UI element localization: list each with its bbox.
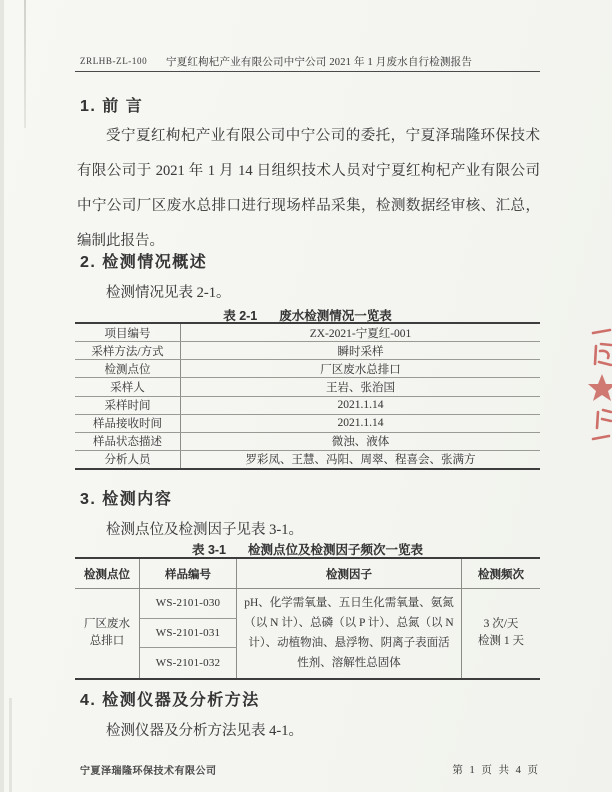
table-row: [75, 415, 540, 433]
row-label: 样品状态描述: [75, 433, 181, 450]
table-row: [75, 451, 540, 468]
table-row: [75, 397, 540, 415]
section-4-intro: 检测仪器及分析方法见表 4-1。: [106, 723, 303, 739]
row-value: 厂区废水总排口: [320, 363, 401, 376]
seal-star-shape: [588, 374, 612, 401]
monitoring-point-line: 总排口: [89, 635, 125, 648]
scan-artifact-line: [24, 0, 26, 128]
table-row: [75, 360, 540, 378]
section-1-heading: 1. 前 言: [80, 98, 144, 115]
monitoring-point-cell: [75, 589, 140, 678]
section-3-intro: 检测点位及检测因子见表 3-1。: [106, 522, 303, 538]
row-label: 采样时间: [75, 397, 181, 414]
footer-company-name: 宁夏泽瑞隆环保技术有限公司: [80, 766, 217, 777]
column-header: 样品编号: [140, 559, 237, 589]
scan-edge-shadow: [0, 0, 4, 792]
table-2-1: [75, 322, 540, 470]
table-row: [75, 433, 540, 451]
sample-id-cell: WS-2101-032: [140, 648, 237, 678]
row-value: 瞬时采样: [337, 345, 384, 358]
row-label: 样品接收时间: [75, 415, 181, 432]
row-value: 2021.1.14: [337, 399, 384, 412]
frequency-cell: [462, 589, 540, 678]
table-2-1-caption-label: 表 2-1: [223, 309, 258, 323]
header-divider: [75, 71, 540, 72]
table-row: [75, 342, 540, 360]
running-header-title: 宁夏红枸杞产业有限公司中宁公司 2021 年 1 月废水自行检测报告: [166, 57, 473, 68]
scan-artifact-line: [9, 698, 12, 792]
frequency-line: 3 次/天: [483, 618, 519, 631]
section-4-heading: 4. 检测仪器及分析方法: [80, 692, 260, 709]
table-3-1: [75, 557, 540, 680]
row-label: 采样方法/方式: [75, 342, 181, 359]
row-label: 检测点位: [75, 360, 181, 377]
row-value: 罗彩凤、王慧、冯阳、周翠、程喜会、张满方: [245, 454, 476, 467]
table-row: [75, 378, 540, 396]
row-value: 微浊、液体: [331, 436, 390, 449]
detection-factors-cell: pH、化学需氧量、五日生化需氧量、氨氮（以 N 计）、总磷（以 P 计）、总氮（以 N 计）、动植物油、悬浮物、阴离子表面活性剂、溶解性总固体: [237, 589, 462, 678]
row-value: 2021.1.14: [337, 417, 384, 430]
table-row: [75, 324, 540, 342]
document-code: ZRLHB-ZL-100: [80, 56, 148, 66]
column-header: 检测因子: [237, 559, 462, 589]
table-3-1-caption-label: 表 3-1: [191, 543, 227, 557]
table-3-1-caption: [75, 540, 540, 558]
table-3-1-caption-title: 检测点位及检测因子频次一览表: [248, 543, 424, 557]
row-label: 分析人员: [75, 451, 181, 468]
section-2-intro: 检测情况见表 2-1。: [106, 285, 231, 301]
sample-id-cell: WS-2101-030: [140, 589, 237, 619]
row-label: 采样人: [75, 378, 181, 395]
sample-id-cell: WS-2101-031: [140, 619, 237, 649]
monitoring-point-line: 厂区废水: [84, 618, 130, 631]
section-1-paragraph: 受宁夏红枸杞产业有限公司中宁公司的委托，宁夏泽瑞隆环保技术有限公司于 2021 年 1 月 14 日组织技术人员对宁夏红枸杞产业有限公司中宁公司厂区废水总排口进行现场样品采集，检测数据经审核、汇总，编制此报告。: [77, 128, 540, 249]
red-seal-fragment-icon: [586, 324, 612, 448]
frequency-line: 检测 1 天: [478, 635, 524, 648]
column-header: 检测点位: [75, 559, 140, 589]
section-2-heading: 2. 检测情况概述: [80, 254, 208, 271]
section-3-heading: 3. 检测内容: [80, 491, 173, 508]
row-value: 王岩、张治国: [326, 381, 395, 394]
row-value: ZX-2021-宁夏红-001: [309, 327, 412, 340]
row-label: 项目编号: [75, 324, 181, 341]
footer-page-number: 第 1 页 共 4 页: [452, 765, 540, 776]
column-header: 检测频次: [462, 559, 540, 589]
table-2-1-caption-title: 废水检测情况一览表: [279, 309, 392, 323]
